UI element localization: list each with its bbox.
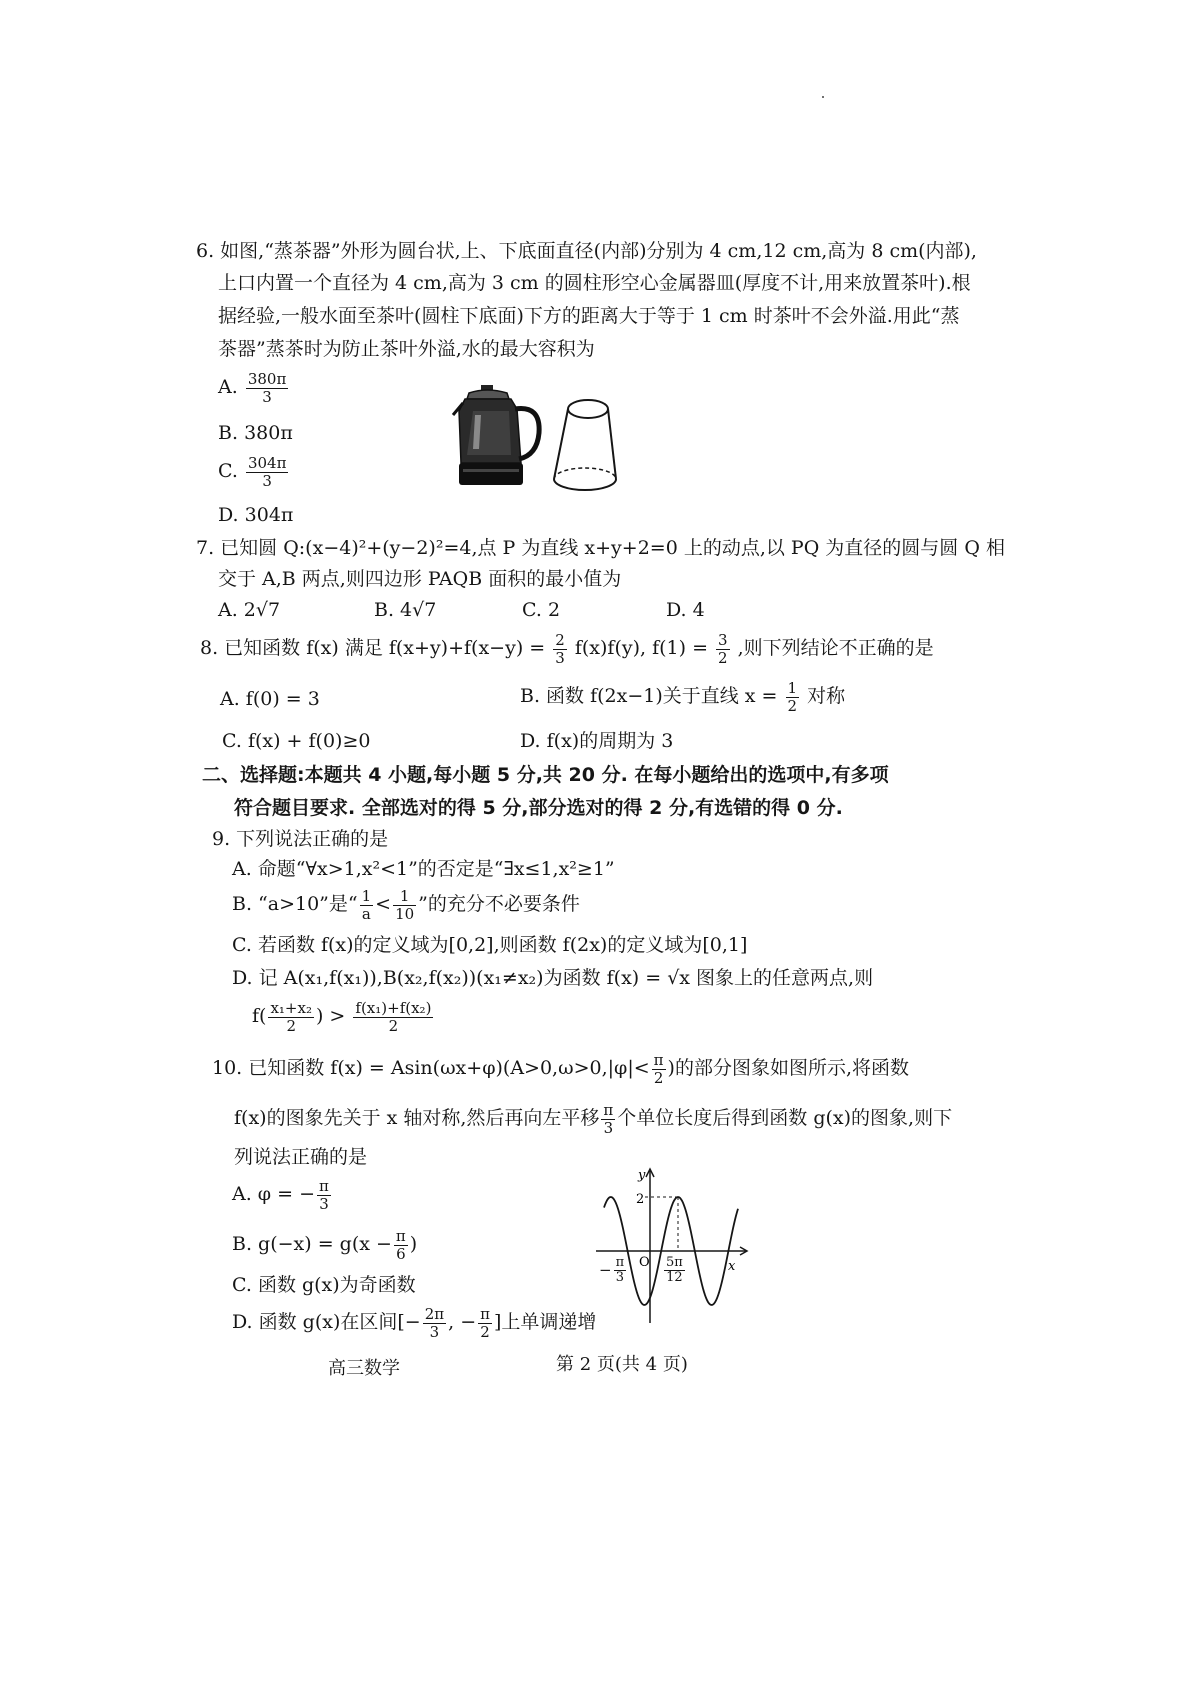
q9-stem: 9. 下列说法正确的是 [212, 828, 389, 850]
q9-option-b-fraction-1: $\frac{1}{a}$ [361, 887, 372, 923]
q6-option-c: C. $\frac{304\pi}{3}$ [218, 454, 287, 490]
q7-option-c: C. 2 [522, 599, 561, 621]
q8-option-c: C. f(x) + f(0)≥0 [222, 730, 371, 752]
q7-line-1: 7. 已知圆 Q:(x−4)²+(y−2)²=4,点 P 为直线 x+y+2=0 上的动点,以 PQ 为直径的圆与圆 Q 相 [196, 537, 1005, 559]
q6-line-3: 据经验,一般水面至茶叶(圆柱下底面)下方的距离大于等于 1 cm 时茶叶不会外溢.用此“蒸 [218, 305, 960, 327]
q9-option-d-line-1: D. 记 A(x₁,f(x₁)),B(x₂,f(x₂))(x₁≠x₂)为函数 f(x) = √x 图象上的任意两点,则 [232, 967, 874, 989]
tea-kettle-image [455, 385, 550, 490]
q10-option-b-fraction: $\frac{\pi}{6}$ [395, 1227, 406, 1263]
right-tick-label: $\frac{5\pi}{12}$ [666, 1255, 683, 1286]
origin-label: O [639, 1255, 650, 1270]
q8-option-a: A. f(0) = 3 [220, 688, 320, 710]
q10-line-3: 列说法正确的是 [234, 1146, 368, 1168]
section-2-heading-line-1: 二、选择题:本题共 4 小题,每小题 5 分,共 20 分. 在每小题给出的选项中,有多项 [202, 764, 889, 786]
q8-fraction-2-3: $\frac{2}{3}$ [555, 631, 565, 667]
q6-line-2: 上口内置一个直径为 4 cm,高为 3 cm 的圆柱形空心金属器皿(厚度不计,用来放置茶叶).根 [218, 272, 971, 294]
q10-option-b: B. g(−x) = g(x − $\frac{\pi}{6}$ ) [232, 1227, 418, 1263]
q6-option-b: B. 380π [218, 422, 293, 444]
scan-speck [822, 96, 824, 98]
left-tick-label: − $\frac{\pi}{3}$ [599, 1255, 625, 1286]
q9-option-b: B. “a>10”是“ $\frac{1}{a}$ < $\frac{1}{10}$ ”的充分不必要条件 [232, 887, 580, 923]
q8-option-d: D. f(x)的周期为 3 [520, 730, 674, 752]
q10-line-2: f(x)的图象先关于 x 轴对称,然后再向左平移 $\frac{\pi}{3}$ 个单位长度后得到函数 g(x)的图象,则下 [234, 1101, 953, 1137]
section-2-heading-line-2: 符合题目要求. 全部选对的得 5 分,部分选对的得 2 分,有选错的得 0 分. [234, 797, 843, 819]
q7-option-b: B. 4√7 [374, 599, 437, 621]
x-axis-label: x [728, 1259, 736, 1274]
sine-graph [590, 1165, 750, 1325]
q10-option-d-fraction-1: $\frac{2\pi}{3}$ [424, 1305, 445, 1341]
q10-option-a-fraction: $\frac{\pi}{3}$ [319, 1177, 329, 1213]
q7-option-d: D. 4 [666, 599, 705, 621]
q7-option-a: A. 2√7 [218, 599, 281, 621]
q6-line-1: 6. 如图,“蒸茶器”外形为圆台状,上、下底面直径(内部)分别为 4 cm,12 cm,高为 8 cm(内部), [196, 240, 977, 262]
q10-line-2-fraction: $\frac{\pi}{3}$ [603, 1101, 614, 1137]
q7-line-2: 交于 A,B 两点,则四边形 PAQB 面积的最小值为 [218, 568, 622, 590]
frustum-diagram [550, 395, 620, 495]
q6-option-a: A. $\frac{380\pi}{3}$ [218, 370, 287, 406]
q10-option-d-fraction-2: $\frac{\pi}{2}$ [480, 1305, 490, 1341]
q6-option-c-fraction: $\frac{304\pi}{3}$ [247, 454, 287, 490]
q10-option-d: D. 函数 g(x)在区间[− $\frac{2\pi}{3}$ , − $\frac{\pi}{2}$ ]上单调递增 [232, 1305, 597, 1341]
y-tick-2: 2 [636, 1192, 645, 1207]
q6-option-d: D. 304π [218, 504, 294, 526]
q8-fraction-3-2: $\frac{3}{2}$ [718, 631, 728, 667]
q10-line-1: 10. 已知函数 f(x) = Asin(ωx+φ)(A>0,ω>0,|φ|< $\frac{\pi}{2}$ )的部分图象如图所示,将函数 [212, 1051, 909, 1087]
q10-line-1-fraction: $\frac{\pi}{2}$ [653, 1051, 664, 1087]
q6-line-4: 茶器”蒸茶时为防止茶叶外溢,水的最大容积为 [218, 338, 595, 360]
q9-option-d-fraction-1: $\frac{\text{x₁+x₂}}{2}$ [270, 999, 312, 1035]
q9-option-a: A. 命题“∀x>1,x²<1”的否定是“∃x≤1,x²≥1” [232, 858, 615, 880]
q6-option-a-fraction: $\frac{380\pi}{3}$ [247, 370, 287, 406]
q9-option-d-line-2: f( $\frac{\text{x₁+x₂}}{2}$ ) > $\frac{\text{f(x₁)+f(x₂)}}{2}$ [252, 999, 432, 1035]
q9-option-d-fraction-2: $\frac{\text{f(x₁)+f(x₂)}}{2}$ [355, 999, 432, 1035]
q8-stem: 8. 已知函数 f(x) 满足 f(x+y)+f(x−y) = $\frac{2}{3}$ f(x)f(y), f(1) = $\frac{3}{2}$ ,则下列结论不正确的是 [200, 631, 934, 667]
q8-option-b: B. 函数 f(2x−1)关于直线 x = $\frac{1}{2}$ 对称 [520, 679, 846, 715]
q8-option-b-fraction: $\frac{1}{2}$ [787, 679, 798, 715]
footer-page-number: 第 2 页(共 4 页) [556, 1354, 688, 1375]
q9-option-c: C. 若函数 f(x)的定义域为[0,2],则函数 f(2x)的定义域为[0,1] [232, 934, 748, 956]
q10-option-a: A. φ = − $\frac{\pi}{3}$ [232, 1177, 329, 1213]
y-axis-label: y [638, 1168, 646, 1183]
q10-option-c: C. 函数 g(x)为奇函数 [232, 1274, 416, 1296]
q9-option-b-fraction-2: $\frac{1}{10}$ [395, 887, 415, 923]
footer-subject: 高三数学 [328, 1358, 400, 1379]
